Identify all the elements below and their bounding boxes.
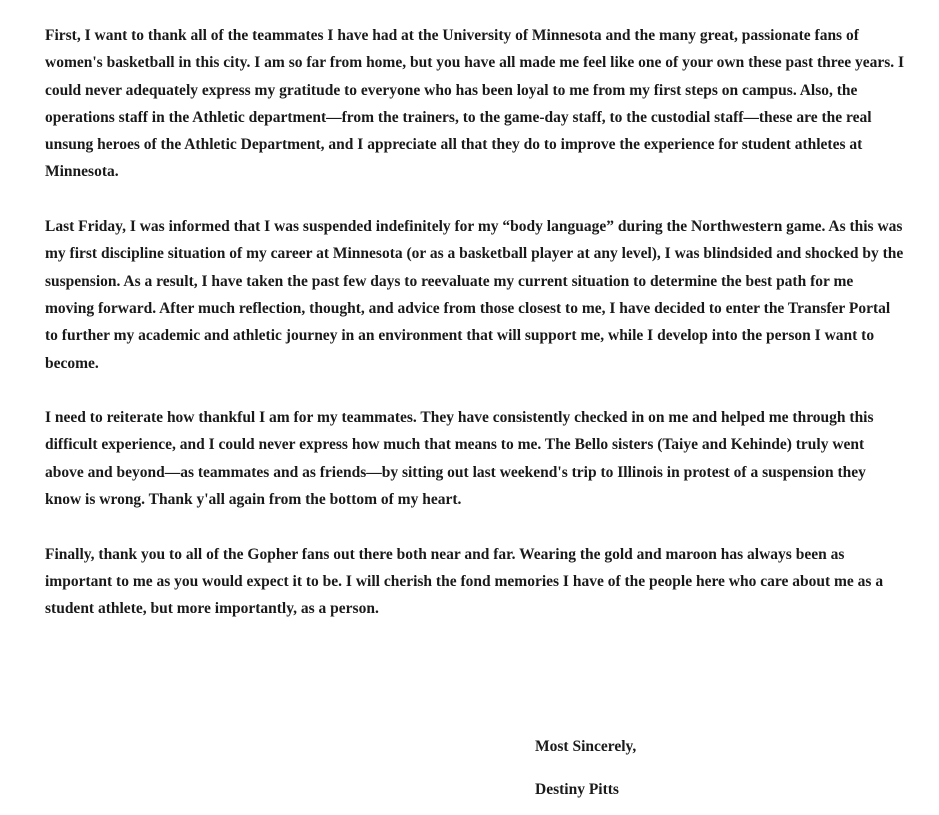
closing-salutation: Most Sincerely, [535, 738, 637, 755]
paragraph-thanks: First, I want to thank all of the teammates I have had at the University of Minnesota and the many great, passionate fans of women's basketball in this city. I am so far from home, but you have all made me feel like one of your own these past three years. I could never adequately express my gratitude to everyone who has been loyal to me from my first steps on campus. Also, the operations staff in the Athletic department—from the trainers, to the game-day staff, to the custodial staff—these are the real unsung heroes of the Athletic Department, and I appreciate all that they do to improve the experience for student athletes at Minnesota. [45, 27, 905, 181]
paragraph-teammates: I need to reiterate how thankful I am for my teammates. They have consistently checked in on me and helped me through this difficult experience, and I could never express how much that means to me. The Bello sisters (Taiye and Kehinde) truly went above and beyond—as teammates and as friends—by sitting out last weekend's trip to Illinois in protest of a suspension they know is wrong. Thank y'all again from the bottom of my heart. [45, 409, 874, 509]
paragraph-fans: Finally, thank you to all of the Gopher fans out there both near and far. Wearing the gold and maroon has always been as important to me as you would expect it to be. I will cherish the fond memories I have of the people here who care about me as a student athlete, but more importantly, as a person. [45, 545, 884, 618]
signature-name: Destiny Pitts [535, 781, 619, 798]
paragraph-suspension: Last Friday, I was informed that I was suspended indefinitely for my “body language” during the Northwestern game. As this was my first discipline situation of my career at Minnesota (or as a basketball player at any level), I was blindsided and shocked by the suspension. As a result, I have taken the past few days to reevaluate my current situation to determine the best path for me moving forward. After much reflection, thought, and advice from those closest to me, I have decided to enter the Transfer Portal to further my academic and athletic journey in an environment that will support me, while I develop into the person I want to become. [45, 218, 904, 372]
letter-body [45, 22, 905, 650]
